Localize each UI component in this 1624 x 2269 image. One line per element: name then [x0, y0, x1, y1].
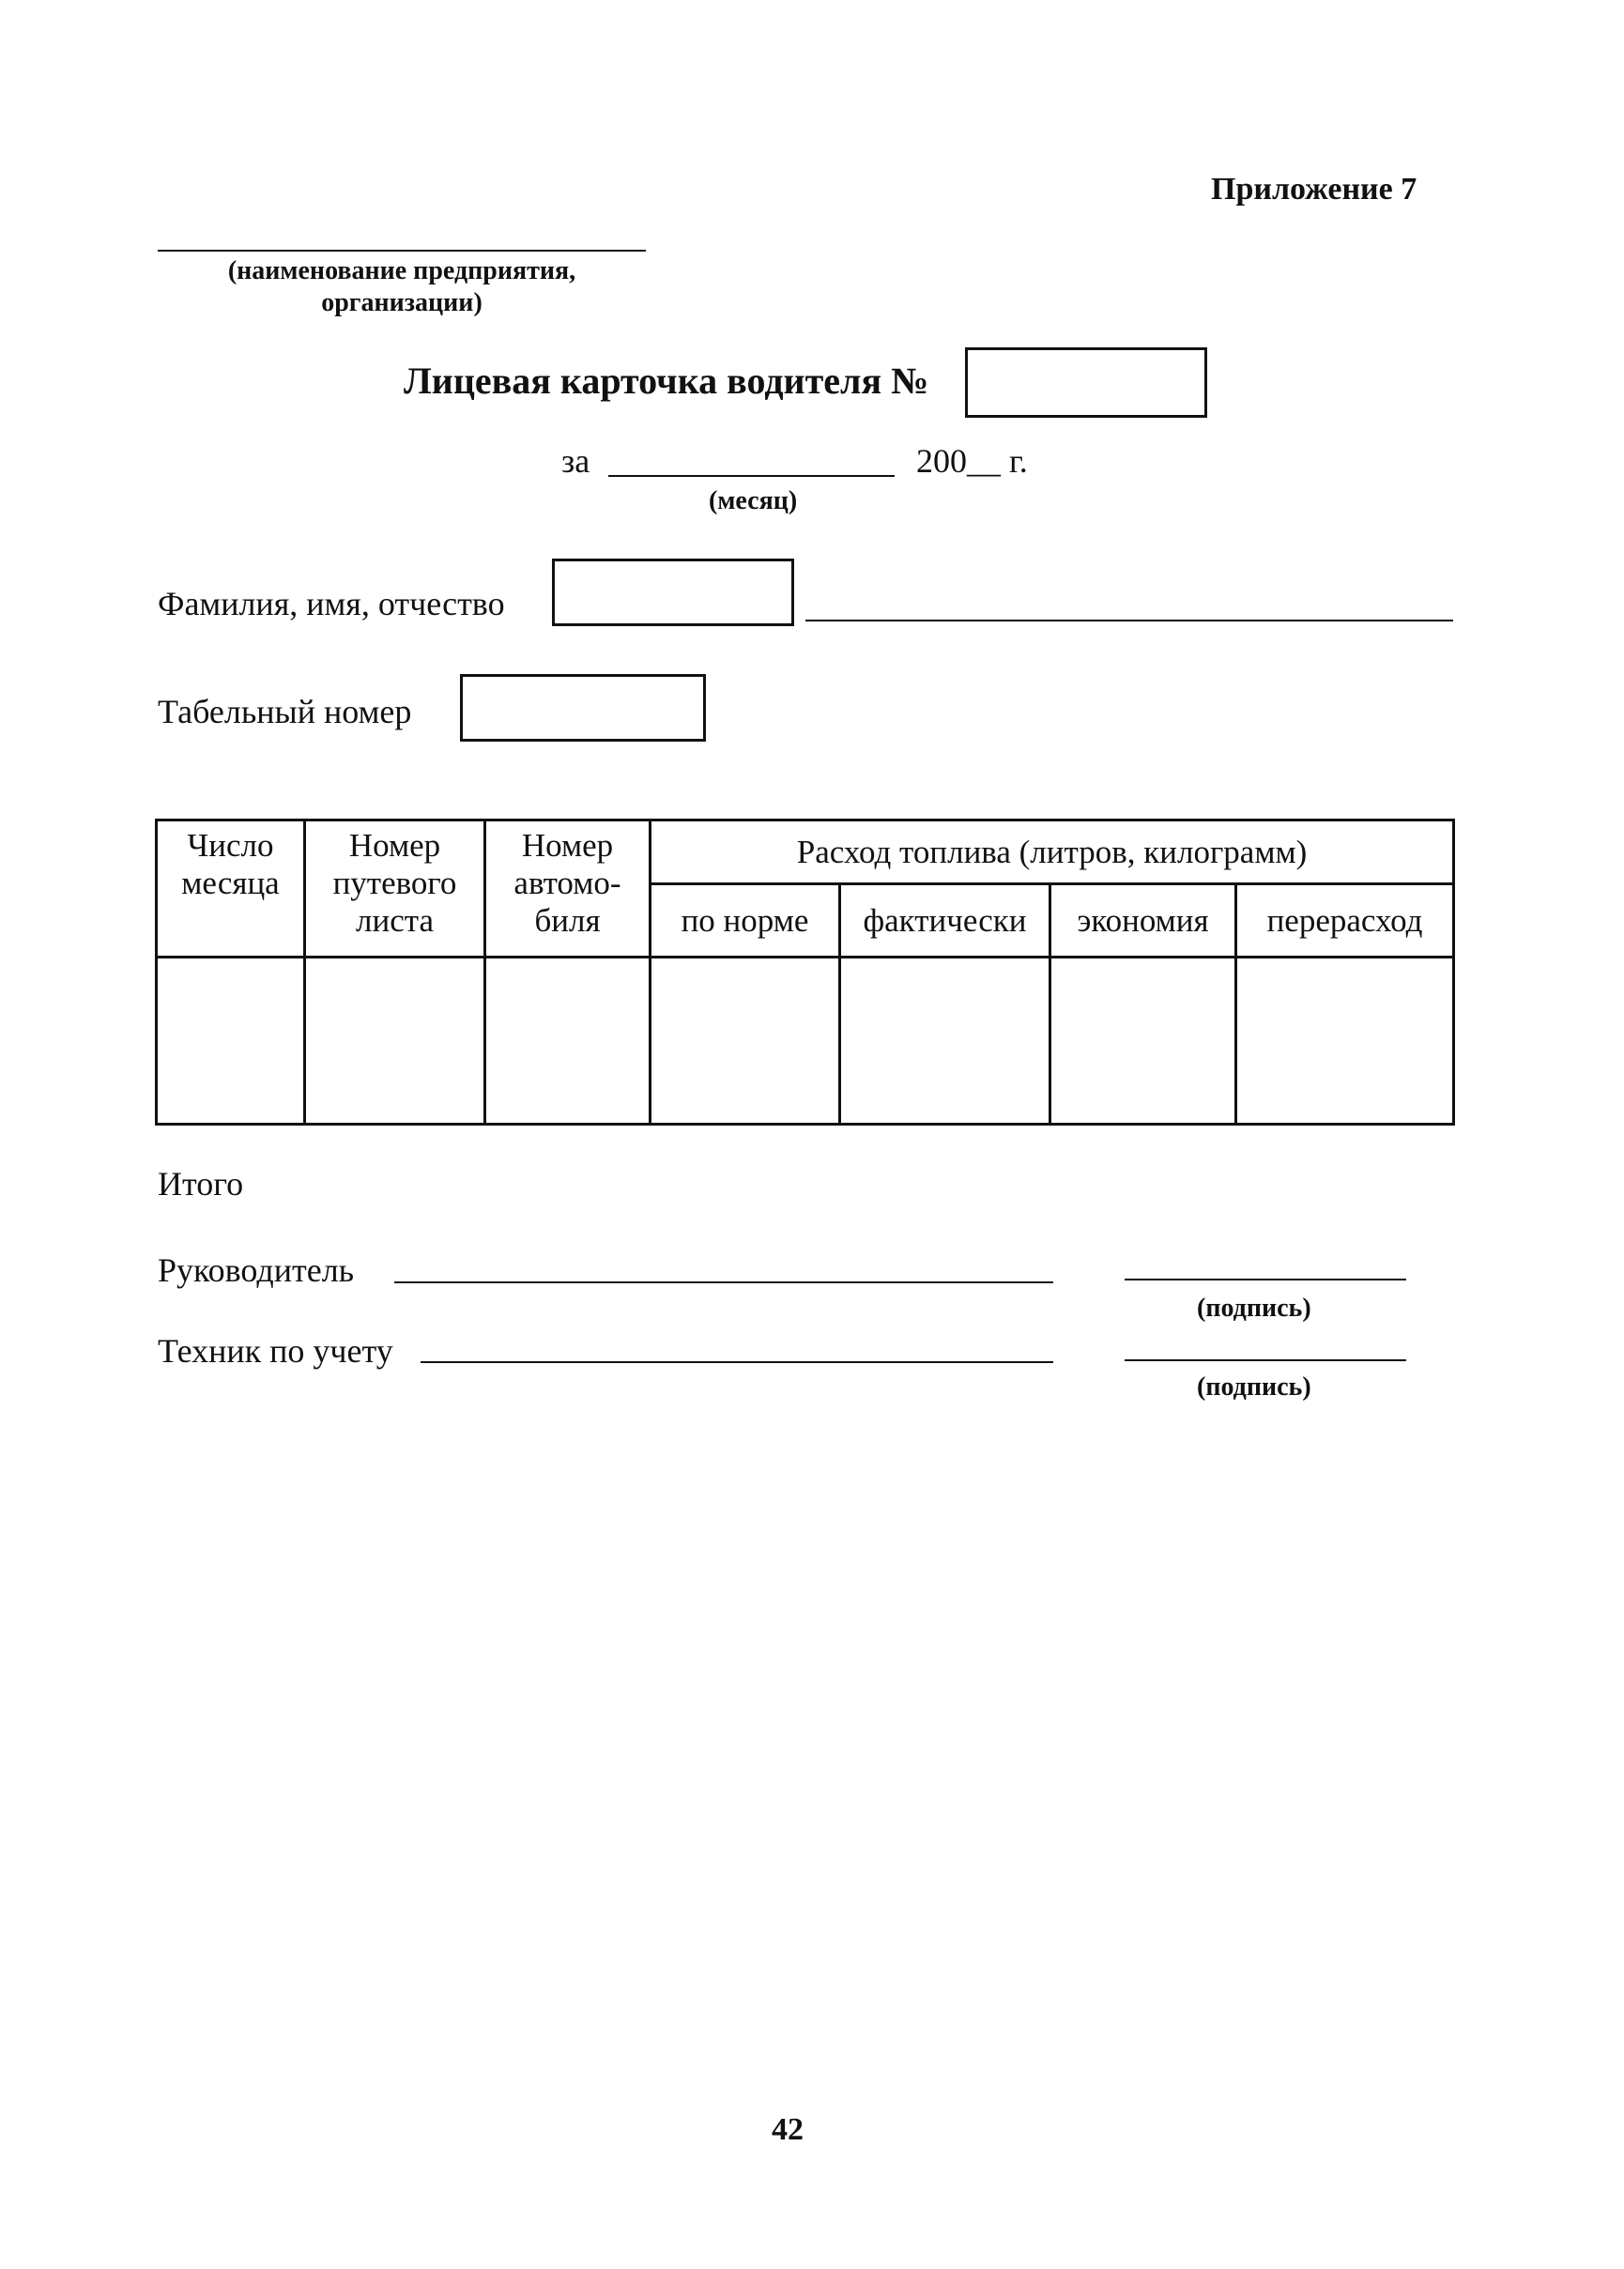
organization-caption: (наименование предприятия, организации) [227, 256, 576, 317]
header-norm: по норме [651, 884, 840, 958]
manager-name-line[interactable] [394, 1281, 1053, 1283]
cell-car[interactable] [485, 958, 651, 1125]
fio-code-box[interactable] [552, 559, 794, 626]
cell-norm[interactable] [651, 958, 840, 1125]
month-caption: (месяц) [709, 486, 798, 515]
fio-input-line[interactable] [805, 620, 1453, 621]
technician-signature-caption: (подпись) [1197, 1372, 1311, 1402]
cell-overrun[interactable] [1236, 958, 1454, 1125]
table-row [157, 958, 1454, 1125]
appendix-label: Приложение 7 [1211, 172, 1417, 207]
manager-signature-caption: (подпись) [1197, 1294, 1311, 1323]
manager-signature-line[interactable] [1125, 1279, 1406, 1280]
personnel-number-box[interactable] [460, 674, 706, 742]
cell-economy[interactable] [1050, 958, 1236, 1125]
header-fuel-group: Расход топлива (литров, килограмм) [651, 820, 1454, 884]
fio-label: Фамилия, имя, отчество [158, 585, 505, 622]
technician-label: Техник по учету [158, 1332, 393, 1370]
page-number: 42 [772, 2112, 804, 2147]
cell-actual[interactable] [840, 958, 1050, 1125]
cell-day[interactable] [157, 958, 305, 1125]
personnel-number-label: Табельный номер [158, 693, 412, 730]
header-actual: фактически [840, 884, 1050, 958]
header-waybill: Номер путевого листа [305, 820, 485, 958]
period-year: 200__ г. [916, 442, 1028, 480]
cell-waybill[interactable] [305, 958, 485, 1125]
technician-signature-line[interactable] [1125, 1359, 1406, 1361]
month-input-line[interactable] [608, 475, 895, 477]
document-title: Лицевая карточка водителя № [404, 360, 929, 402]
fuel-consumption-table [155, 819, 1455, 1126]
technician-name-line[interactable] [421, 1361, 1053, 1363]
total-label: Итого [158, 1165, 244, 1203]
organization-name-line[interactable] [158, 250, 646, 252]
header-economy: экономия [1050, 884, 1236, 958]
header-day: Число месяца [157, 820, 305, 958]
header-car: Номер автомо-биля [485, 820, 651, 958]
card-number-box[interactable] [965, 347, 1207, 418]
header-overrun: перерасход [1236, 884, 1454, 958]
period-prefix: за [561, 442, 590, 480]
manager-label: Руководитель [158, 1251, 355, 1289]
